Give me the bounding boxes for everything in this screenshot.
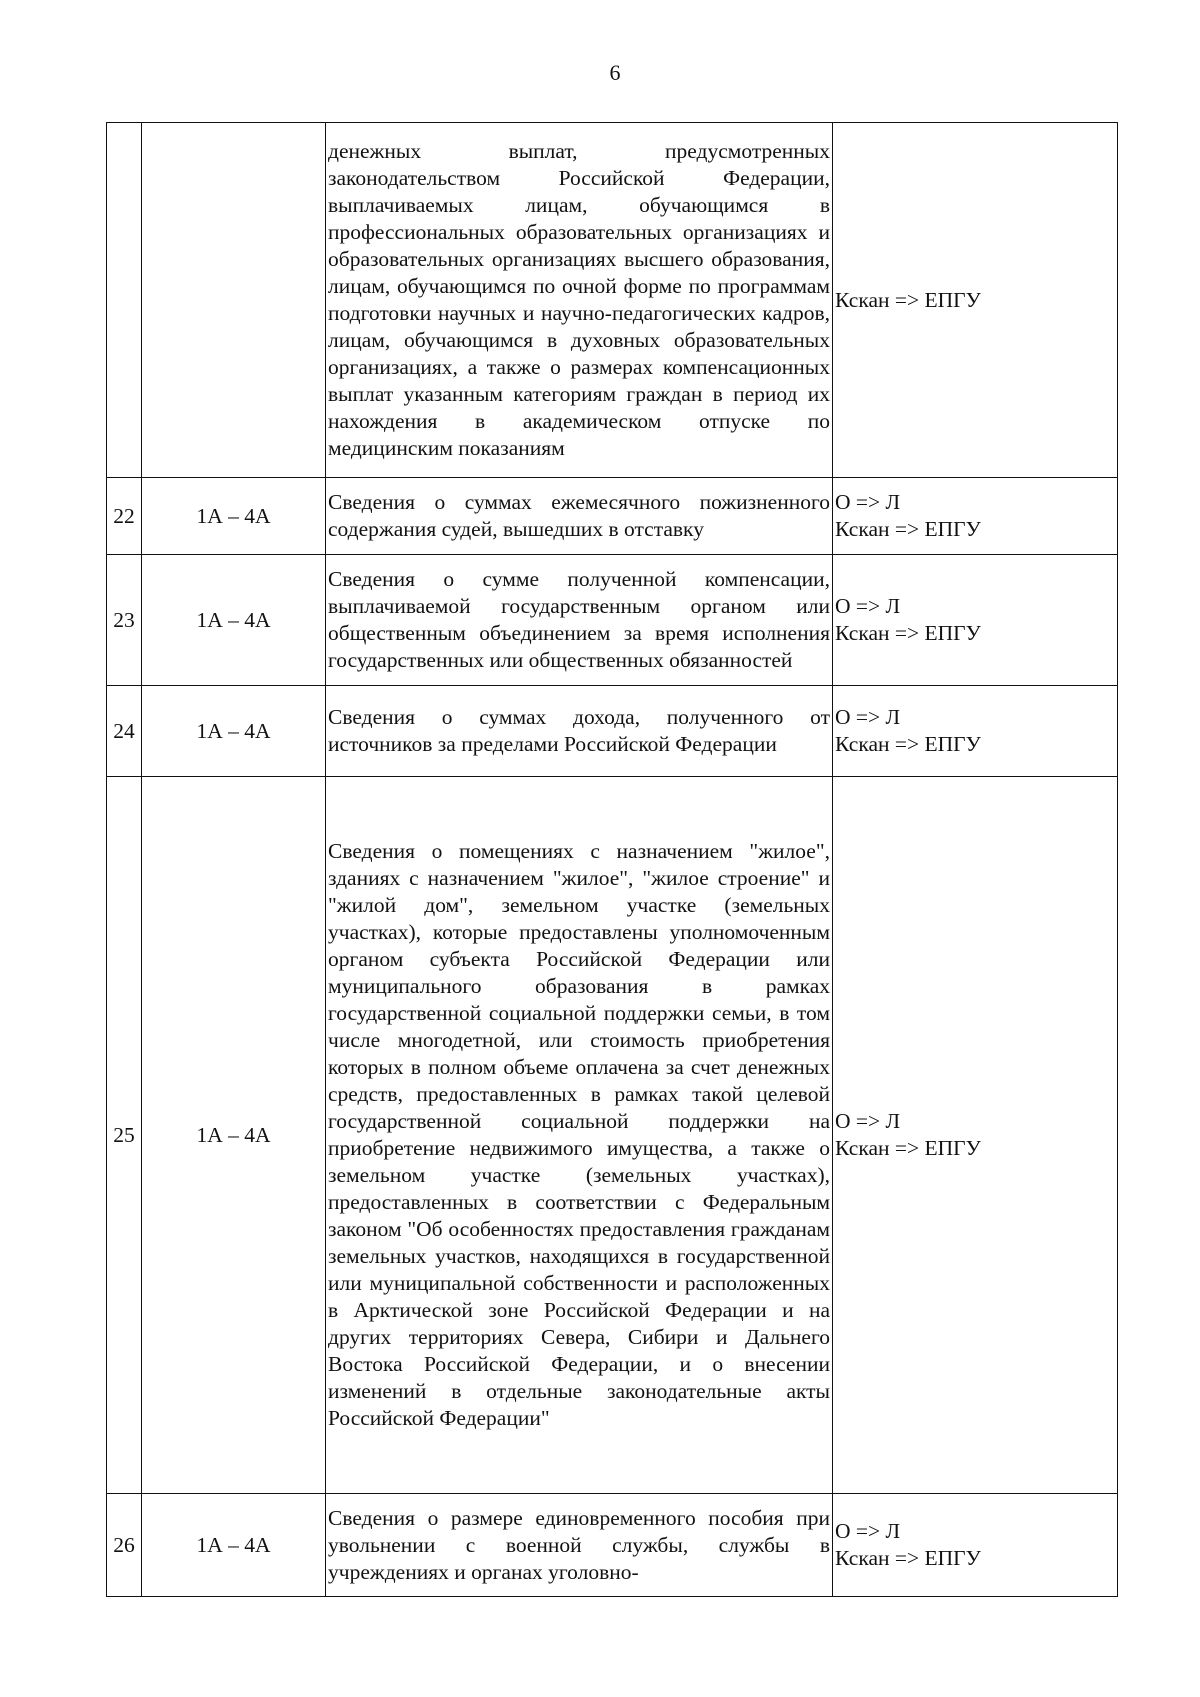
row-number [107, 123, 142, 478]
benefits-table [106, 122, 1118, 1597]
description-text: Сведения о суммах дохода, полученного от источников за пределами Российской Федерации [328, 705, 830, 756]
page-number: 6 [609, 60, 621, 85]
row-method [833, 123, 1118, 478]
method-line: О => Л [835, 1519, 901, 1543]
method-line: О => Л [835, 594, 901, 618]
row-code: 1А – 4А [142, 1494, 326, 1597]
row-method [833, 686, 1118, 777]
table-row [107, 555, 1118, 686]
row-code [142, 123, 326, 478]
description-text: Сведения о размере единовременного пособия при увольнении с военной службы, службы в учреждениях и органах уголовно- [328, 1505, 830, 1584]
row-number: 26 [107, 1494, 142, 1597]
description-text: Сведения о сумме полученной компенсации, выплачиваемой государственным органом или общественным объединением за время исполнения государственных или общественных обязанностей [328, 567, 830, 672]
row-number: 22 [107, 478, 142, 555]
row-number: 25 [107, 777, 142, 1494]
description-text: Сведения о суммах ежемесячного пожизненного содержания судей, вышедших в отставку [328, 490, 830, 541]
table-row [107, 686, 1118, 777]
row-code: 1А – 4А [142, 555, 326, 686]
method-line: О => Л [835, 490, 901, 514]
row-code: 1А – 4А [142, 777, 326, 1494]
description-text: денежных выплат, предусмотренных законодательством Российской Федерации, выплачиваемых лицам, обучающимся в профессиональных образовательных организациях и образовательных организациях высшего образования, лицам, обучающимся по очной форме по программам подготовки научных и научно-педагогических кадров, лицам, обучающимся в духовных образовательных организациях, а также о размерах компенсационных выплат указанным категориям граждан в период их нахождения в академическом отпуске по медицинским показаниям [328, 139, 830, 460]
table-row [107, 777, 1118, 1494]
method-line: Кскан => ЕПГУ [835, 621, 981, 645]
method-line: Кскан => ЕПГУ [835, 1546, 981, 1570]
row-method [833, 777, 1118, 1494]
row-number: 23 [107, 555, 142, 686]
row-number: 24 [107, 686, 142, 777]
method-line: О => Л [835, 705, 901, 729]
row-method [833, 478, 1118, 555]
method-line: Кскан => ЕПГУ [835, 517, 981, 541]
method-line: О => Л [835, 1109, 901, 1133]
row-code: 1А – 4А [142, 478, 326, 555]
row-code: 1А – 4А [142, 686, 326, 777]
row-description [326, 1494, 833, 1597]
row-method [833, 555, 1118, 686]
table-row [107, 1494, 1118, 1597]
table-row [107, 123, 1118, 478]
description-text: Сведения о помещениях с назначением "жилое", зданиях с назначением "жилое", "жилое строение" и "жилой дом", земельном участке (земельных участках), которые предоставлены уполномоченным органом субъекта Российской Федерации или муниципального образования в рамках государственной социальной поддержки семьи, в том числе многодетной, или стоимость приобретения которых в полном объеме оплачена за счет денежных средств, предоставленных в рамках такой целевой государственной социальной поддержки на приобретение недвижимого имущества, а также о земельном участке (земельных участках), предоставленных в соответствии с Федеральным законом "Об особенностях предоставления гражданам земельных участков, находящихся в государственной или муниципальной собственности и расположенных в Арктической зоне Российской Федерации и на других территориях Севера, Сибири и Дальнего Востока Российской Федерации, и о внесении изменений в отдельные законодательные акты Российской Федерации" [328, 839, 830, 1430]
row-method [833, 1494, 1118, 1597]
row-description [326, 686, 833, 777]
method-line: Кскан => ЕПГУ [835, 287, 981, 312]
row-description [326, 777, 833, 1494]
method-line: Кскан => ЕПГУ [835, 732, 981, 756]
table-row [107, 478, 1118, 555]
method-line: Кскан => ЕПГУ [835, 1136, 981, 1160]
row-description [326, 555, 833, 686]
row-description [326, 478, 833, 555]
row-description [326, 123, 833, 478]
